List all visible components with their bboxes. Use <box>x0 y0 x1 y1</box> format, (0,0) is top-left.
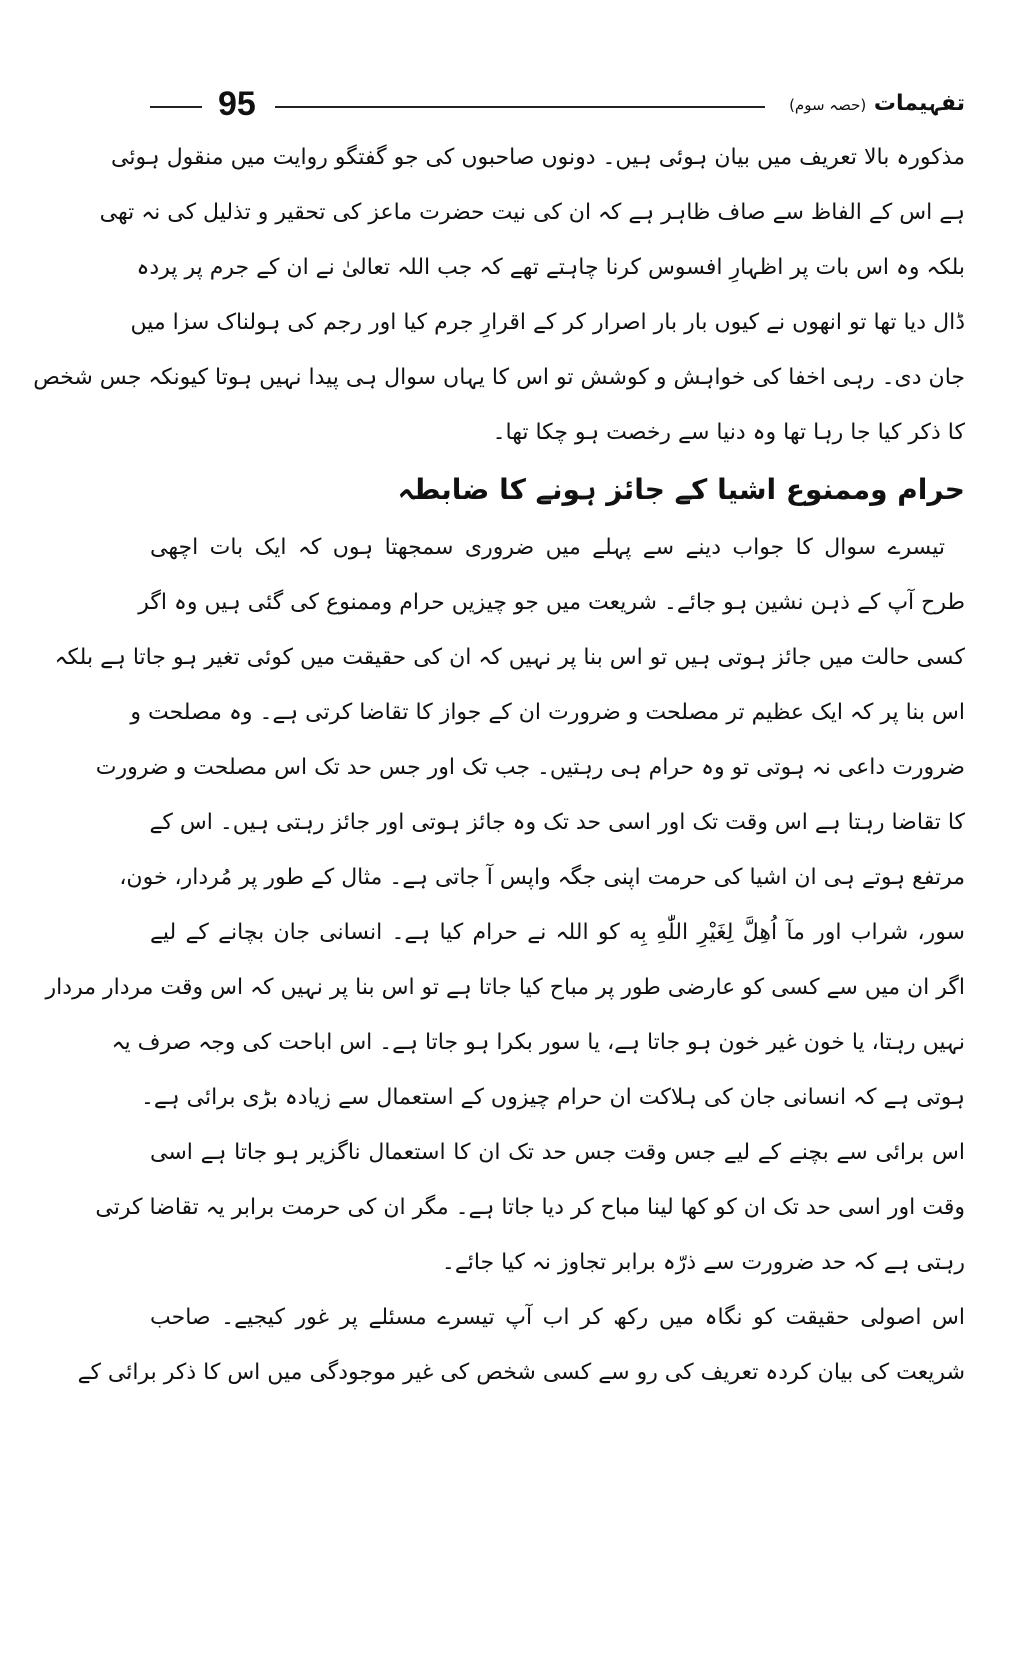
text-line: طرح آپ کے ذہن نشین ہو جائے۔ شریعت میں جو چیزیں حرام وممنوع کی گئی ہیں وہ اگر <box>138 590 965 615</box>
text-line: مذکورہ بالا تعریف میں بیان ہوئی ہیں۔ دونوں صاحبوں کی جو گفتگو روایت میں منقول ہوئی <box>110 145 965 170</box>
text-line: ہوتی ہے کہ انسانی جان کی ہلاکت ان حرام چیزوں کے استعمال سے زیادہ بڑی برائی ہے۔ <box>140 1085 965 1110</box>
text-line: ڈال دیا تھا تو انھوں نے کیوں بار بار اصرار کر کے اقرارِ جرم کیا اور رجم کی ہولناک سزا میں <box>130 310 965 335</box>
text-line: اگر ان میں سے کسی کو عارضی طور پر مباح کیا جاتا ہے تو اس بنا پر نہیں کہ اس وقت مردار مردار <box>45 975 965 1000</box>
running-header <box>150 82 965 126</box>
text-line: تیسرے سوال کا جواب دینے سے پہلے میں ضروری سمجھتا ہوں کہ ایک بات اچھی <box>150 535 945 560</box>
text-line: کا ذکر کیا جا رہا تھا وہ دنیا سے رخصت ہو چکا تھا۔ <box>492 420 965 445</box>
text-line: وقت اور اسی حد تک ان کو کھا لینا مباح کر دیا جاتا ہے۔ مگر ان کی حرمت برابر یہ تقاضا کرتی <box>95 1195 965 1220</box>
page-body <box>33 130 965 1400</box>
paragraph-1 <box>33 130 965 460</box>
text-line: کسی حالت میں جائز ہوتی ہیں تو اس بنا پر نہیں کہ ان کی حقیقت میں کوئی تغیر ہو جاتا ہے بلکہ <box>54 645 965 670</box>
page-number: 95 <box>218 85 256 123</box>
text-line: رہتی ہے کہ حد ضرورت سے ذرّہ برابر تجاوز نہ کیا جائے۔ <box>441 1250 965 1275</box>
text-line: اس اصولی حقیقت کو نگاہ میں رکھ کر اب آپ تیسرے مسئلے پر غور کیجیے۔ صاحب <box>150 1305 965 1330</box>
book-title: تفہیمات <box>873 91 965 116</box>
text-line: اس برائی سے بچنے کے لیے جس وقت جس حد تک ان کا استعمال ناگزیر ہو جاتا ہے اسی <box>150 1140 965 1165</box>
text-line: ہے اس کے الفاظ سے صاف ظاہر ہے کہ ان کی نیت حضرت ماعز کی تحقیر و تذلیل کی نہ تھی <box>99 200 965 225</box>
text-line: اس بنا پر کہ ایک عظیم تر مصلحت و ضرورت ان کے جواز کا تقاضا کرتی ہے۔ وہ مصلحت و <box>130 700 965 725</box>
header-rule-right <box>275 106 765 108</box>
text-line: نہیں رہتا، یا خون غیر خون ہو جاتا ہے، یا سور بکرا ہو جاتا ہے۔ اس اباحت کی وجہ صرف یہ <box>111 1030 965 1055</box>
paragraph-3 <box>77 1290 965 1400</box>
text-line: کا تقاضا رہتا ہے اس وقت تک اور اسی حد تک وہ جائز ہوتی اور جائز رہتی ہیں۔ اس کے <box>149 810 965 835</box>
paragraph-2 <box>45 520 965 1290</box>
text-line: شریعت کی بیان کردہ تعریف کی رو سے کسی شخص کی غیر موجودگی میں اس کا ذکر برائی کے <box>77 1360 965 1385</box>
text-line: بلکہ وہ اس بات پر اظہارِ افسوس کرنا چاہتے تھے کہ جب اللہ تعالیٰ نے ان کے جرم پر پردہ <box>136 255 965 280</box>
text-line: جان دی۔ رہی اخفا کی خواہش و کوشش تو اس کا یہاں سوال ہی پیدا نہیں ہوتا کیونکہ جس شخص <box>33 365 965 390</box>
book-part: (حصہ سوم) <box>789 96 867 114</box>
text-line: مرتفع ہوتے ہی ان اشیا کی حرمت اپنی جگہ واپس آ جاتی ہے۔ مثال کے طور پر مُردار، خون، <box>119 865 965 890</box>
running-title <box>789 84 965 125</box>
header-rule-left <box>150 106 202 108</box>
section-heading: حرام وممنوع اشیا کے جائز ہونے کا ضابطہ <box>397 473 965 506</box>
text-line: سور، شراب اور مآ اُهِلَّ لِغَیْرِ اللّٰهِ بِه کو اللہ نے حرام کیا ہے۔ انسانی جان بچانے کے لیے <box>150 920 965 945</box>
text-line: ضرورت داعی نہ ہوتی تو وہ حرام ہی رہتیں۔ جب تک اور جس حد تک اس مصلحت و ضرورت <box>95 755 965 780</box>
